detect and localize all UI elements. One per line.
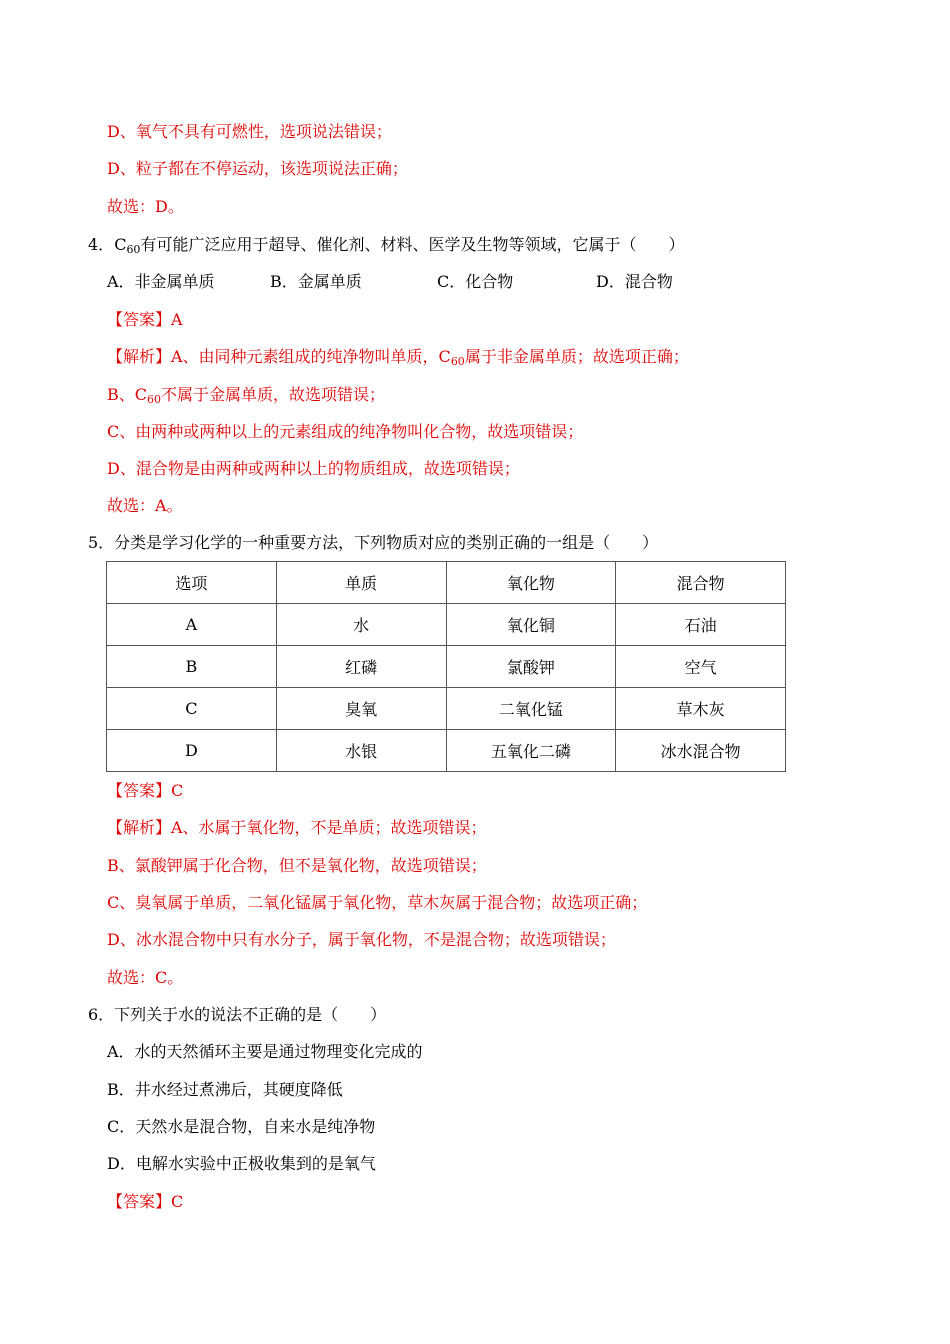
table-row — [107, 688, 786, 730]
conclusion-line: 故选：D。 — [107, 197, 184, 216]
analysis-line: B、$C_{60}$不属于金属单质，故选项错误； — [107, 385, 386, 406]
table-header-row — [107, 562, 786, 604]
question-4-stem — [88, 234, 684, 256]
table-cell: A — [107, 604, 277, 646]
table-row — [107, 646, 786, 688]
table-cell: 水银 — [276, 730, 446, 772]
option-a: A．非金属单质 — [107, 272, 215, 291]
table-cell: 二氧化锰 — [446, 688, 616, 730]
table-cell: 臭氧 — [276, 688, 446, 730]
option-a: A．水的天然循环主要是通过物理变化完成的 — [107, 1042, 423, 1061]
table-cell: 五氧化二磷 — [446, 730, 616, 772]
analysis-line: 【解析】A、由同种元素组成的纯净物叫单质，$C_{60}$属于非金属单质；故选项正确； — [107, 347, 689, 368]
analysis-line: D、氧气不具有可燃性，选项说法错误； — [107, 122, 392, 141]
table-header: 单质 — [276, 562, 446, 604]
analysis-line: B、氯酸钾属于化合物，但不是氧化物，故选项错误； — [107, 856, 487, 875]
option-b: B．井水经过煮沸后，其硬度降低 — [107, 1080, 343, 1099]
option-d: D．电解水实验中正极收集到的是氧气 — [107, 1154, 376, 1173]
table-cell: 冰水混合物 — [616, 730, 786, 772]
question-6-stem: 6．下列关于水的说法不正确的是（ ） — [88, 1005, 387, 1024]
table-row — [107, 604, 786, 646]
answer-label: 【答案】A — [107, 310, 183, 329]
option-d: D．混合物 — [596, 272, 673, 291]
table-cell: 水 — [276, 604, 446, 646]
table-cell: 红磷 — [276, 646, 446, 688]
table-cell: 氯酸钾 — [446, 646, 616, 688]
analysis-line: 【解析】A、水属于氧化物，不是单质；故选项错误； — [107, 818, 487, 837]
option-b: B．金属单质 — [270, 272, 362, 291]
table-header: 氧化物 — [446, 562, 616, 604]
table-cell: 草木灰 — [616, 688, 786, 730]
question-text: 有可能广泛应用于超导、催化剂、材料、医学及生物等领域，它属于（ ） — [140, 235, 685, 254]
table-cell: B — [107, 646, 277, 688]
table-row — [107, 730, 786, 772]
table-header: 混合物 — [616, 562, 786, 604]
table-cell: C — [107, 688, 277, 730]
answer-label: 【答案】C — [107, 781, 184, 800]
table-header: 选项 — [107, 562, 277, 604]
question-5-stem: 5．分类是学习化学的一种重要方法，下列物质对应的类别正确的一组是（ ） — [88, 533, 659, 552]
formula-subscript: 60 — [126, 243, 141, 256]
table-cell: D — [107, 730, 277, 772]
analysis-line: C、臭氧属于单质，二氧化锰属于氧化物，草木灰属于混合物；故选项正确； — [107, 893, 648, 912]
table-cell: 氧化铜 — [446, 604, 616, 646]
formula-letter: C — [114, 235, 127, 254]
option-c: C．化合物 — [437, 272, 514, 291]
formula-subscript: 60 — [147, 393, 162, 406]
analysis-line: D、粒子都在不停运动，该选项说法正确； — [107, 159, 408, 178]
conclusion-line: 故选：A。 — [107, 496, 183, 515]
option-c: C．天然水是混合物，自来水是纯净物 — [107, 1117, 376, 1136]
analysis-line: C、由两种或两种以上的元素组成的纯净物叫化合物，故选项错误； — [107, 422, 584, 441]
classification-table — [106, 561, 786, 772]
table-cell: 石油 — [616, 604, 786, 646]
formula-subscript: 60 — [450, 355, 465, 368]
table-cell: 空气 — [616, 646, 786, 688]
analysis-line: D、混合物是由两种或两种以上的物质组成，故选项错误； — [107, 459, 520, 478]
conclusion-line: 故选：C。 — [107, 968, 184, 987]
answer-label: 【答案】C — [107, 1192, 184, 1211]
question-number: 4． — [88, 235, 115, 254]
analysis-line: D、冰水混合物中只有水分子，属于氧化物，不是混合物；故选项错误； — [107, 930, 616, 949]
